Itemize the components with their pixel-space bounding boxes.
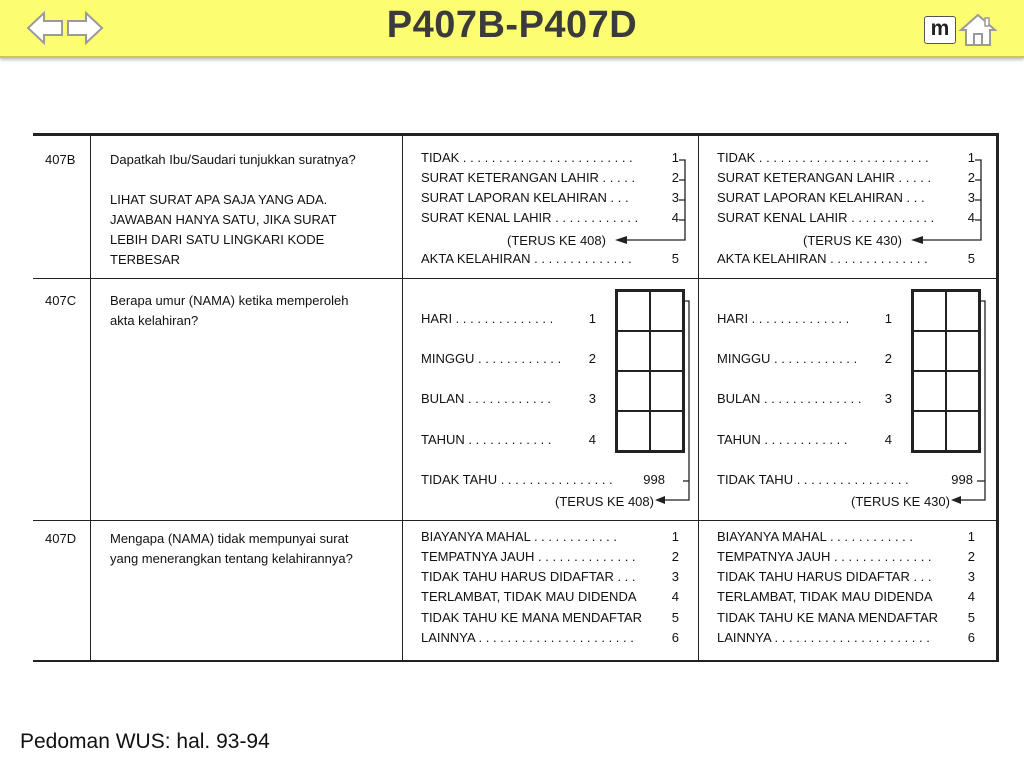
answer-option[interactable]: MINGGU . . . . . . . . . . . . 2 [717,351,892,366]
answer-option[interactable]: SURAT KENAL LAHIR . . . . . . . . . . . . 4 [421,210,679,225]
question-code: 407B [45,152,76,167]
answer-option[interactable]: HARI . . . . . . . . . . . . . . 1 [421,311,596,326]
skip-instruction: (TERUS KE 408) [555,494,654,509]
answer-option[interactable]: TIDAK TAHU HARUS DIDAFTAR . . . 3 [717,569,975,584]
answer-option[interactable]: LAINNYA . . . . . . . . . . . . . . . . . . . . . . 6 [421,630,679,645]
answer-option[interactable]: TERLAMBAT, TIDAK MAU DIDENDA 4 [421,589,679,604]
footer-reference: Pedoman WUS: hal. 93-94 [20,730,270,753]
answer-option[interactable]: HARI . . . . . . . . . . . . . . 1 [717,311,892,326]
m-logo-icon[interactable]: m [924,16,956,44]
question-code: 407D [45,531,77,546]
answer-option[interactable]: SURAT KETERANGAN LAHIR . . . . . 2 [421,170,679,185]
answer-option[interactable]: BIAYANYA MAHAL . . . . . . . . . . . . 1 [717,529,975,544]
answer-option[interactable]: BIAYANYA MAHAL . . . . . . . . . . . . 1 [421,529,679,544]
answer-option[interactable]: SURAT KETERANGAN LAHIR . . . . . 2 [717,170,975,185]
questionnaire-table [33,133,999,662]
answer-option[interactable]: MINGGU . . . . . . . . . . . . 2 [421,351,596,366]
skip-instruction: (TERUS KE 430) [851,494,950,509]
question-text: Dapatkah Ibu/Saudari tunjukkan suratnya? LIHAT SURAT APA SAJA YANG ADA. JAWABAN HANYA SATU, JIKA SURAT LEBIH DARI SATU LINGKARI KODE TERBESAR [110,152,356,267]
skip-arrow-icon [611,152,691,247]
answer-option[interactable]: TIDAK TAHU KE MANA MENDAFTAR 5 [717,610,975,625]
header-bar [0,0,1024,58]
answer-option[interactable]: AKTA KELAHIRAN . . . . . . . . . . . . . . 5 [421,251,679,266]
skip-instruction: (TERUS KE 430) [803,233,902,248]
answer-option[interactable]: AKTA KELAHIRAN . . . . . . . . . . . . . . 5 [717,251,975,266]
answer-option[interactable]: TAHUN . . . . . . . . . . . . 4 [421,432,596,447]
answer-option[interactable]: BULAN . . . . . . . . . . . . 3 [421,391,596,406]
answer-option[interactable]: SURAT LAPORAN KELAHIRAN . . . 3 [717,190,975,205]
answer-option[interactable]: TIDAK TAHU HARUS DIDAFTAR . . . 3 [421,569,679,584]
answer-option[interactable]: TERLAMBAT, TIDAK MAU DIDENDA 4 [717,589,975,604]
answer-option[interactable]: SURAT KENAL LAHIR . . . . . . . . . . . . 4 [717,210,975,225]
answer-option[interactable]: SURAT LAPORAN KELAHIRAN . . . 3 [421,190,679,205]
column-divider [90,136,91,660]
answer-option[interactable]: TIDAK . . . . . . . . . . . . . . . . . . . . . . . . 1 [421,150,679,165]
row-divider [33,278,996,279]
answer-option[interactable]: TEMPATNYA JAUH . . . . . . . . . . . . . . 2 [717,549,975,564]
answer-option[interactable]: TIDAK . . . . . . . . . . . . . . . . . . . . . . . . 1 [717,150,975,165]
question-text: Mengapa (NAMA) tidak mempunyai surat yang menerangkan tentang kelahirannya? [110,531,353,566]
skip-arrow-icon [947,291,991,511]
answer-option[interactable]: TIDAK TAHU . . . . . . . . . . . . . . . . 998 [421,472,665,487]
question-code: 407C [45,293,77,308]
home-icon[interactable] [958,12,998,53]
answer-option[interactable]: BULAN . . . . . . . . . . . . . . 3 [717,391,892,406]
answer-option[interactable]: TAHUN . . . . . . . . . . . . 4 [717,432,892,447]
answer-option[interactable]: TIDAK TAHU KE MANA MENDAFTAR 5 [421,610,679,625]
answer-option[interactable]: TEMPATNYA JAUH . . . . . . . . . . . . . . 2 [421,549,679,564]
page-title: P407B-P407D [386,4,638,46]
skip-arrow-icon [653,291,703,511]
answer-option[interactable]: LAINNYA . . . . . . . . . . . . . . . . . . . . . . 6 [717,630,975,645]
column-divider [402,136,403,660]
skip-instruction: (TERUS KE 408) [507,233,606,248]
row-divider [33,520,996,521]
question-text: Berapa umur (NAMA) ketika memperoleh akta kelahiran? [110,293,349,328]
answer-option[interactable]: TIDAK TAHU . . . . . . . . . . . . . . . . 998 [717,472,973,487]
skip-arrow-icon [907,152,987,247]
